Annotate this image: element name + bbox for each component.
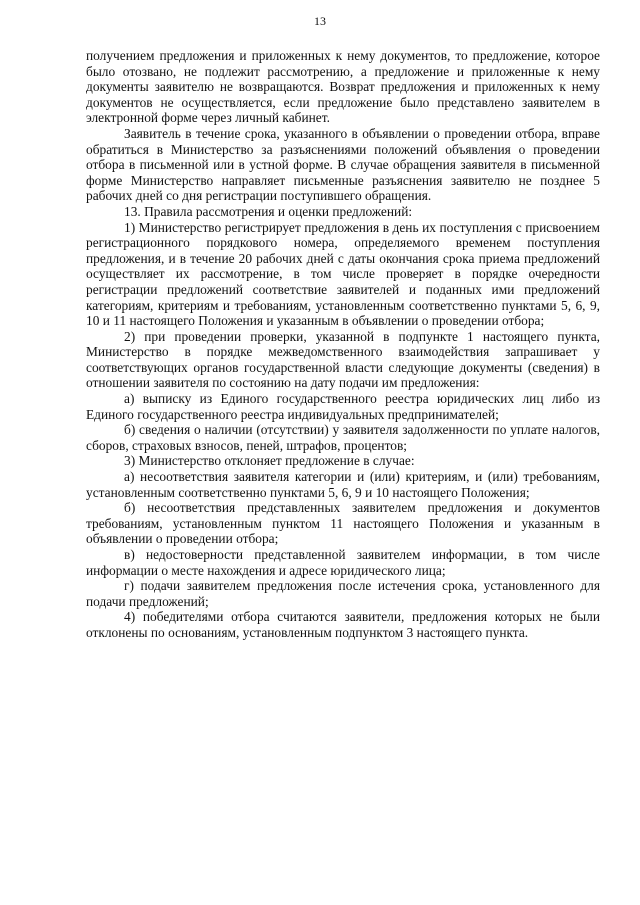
paragraph-section-13-heading: 13. Правила рассмотрения и оценки предложений: [124, 203, 413, 219]
paragraph-clarifications: Заявитель в течение срока, указанного в объявлении о проведении отбора, вправе обратиться в Министерство за разъяснениями положений объявления о проведении отбора в письменной или в устной форме. В случае обращения заявителя в письменной форме Министерство направляет письменные разъяснения заявителю не позднее 5 рабочих дней со дня регистрации поступившего обращения. [86, 125, 600, 204]
paragraph-item-2b-tax-debt: б) сведения о наличии (отсутствии) у заявителя задолженности по уплате налогов, сборов, страховых взносов, пеней, штрафов, процентов; [86, 422, 600, 453]
paragraph-item-3a-criteria-mismatch: а) несоответствия заявителя категории и (или) критериям, и (или) требованиям, установленным соответственно пунктами 5, 6, 9 и 10 настоящего Положения; [86, 469, 600, 500]
document-body [86, 48, 600, 641]
paragraph-item-3d-late-submission: г) подачи заявителем предложения после истечения срока, установленного для подачи предложений; [86, 578, 600, 609]
paragraph-item-4-winners: 4) победителями отбора считаются заявители, предложения которых не были отклонены по основаниям, установленным подпунктом 3 настоящего пункта. [86, 609, 600, 640]
paragraph-item-2a-registry-extract: а) выписку из Единого государственного реестра юридических лиц либо из Единого государственного реестра индивидуальных предпринимателей; [86, 391, 600, 422]
paragraph-proposal-withdrawal: получением предложения и приложенных к нему документов, то предложение, которое было отозвано, не подлежит рассмотрению, а предложение и приложенные к нему документы заявителю не возвращаются. Возврат предложения и приложенных к нему документов не осуществляется, если предложение было представлено заявителем в электронной форме через личный кабинет. [86, 48, 600, 126]
paragraph-item-3-rejection: 3) Министерство отклоняет предложение в случае: [124, 453, 415, 469]
paragraph-item-3b-documents-mismatch: б) несоответствия представленных заявителем предложения и документов требованиям, установленным пунктом 11 настоящего Положения и указанным в объявлении о проведении отбора; [86, 500, 600, 547]
page-number: 13 [314, 14, 326, 28]
paragraph-item-3c-false-information: в) недостоверности представленной заявителем информации, в том числе информации о месте нахождения и адресе юридического лица; [86, 547, 600, 578]
paragraph-item-2-interagency-request: 2) при проведении проверки, указанной в подпункте 1 настоящего пункта, Министерство в порядке межведомственного взаимодействия запрашивает у соответствующих органов государственной власти следующие документы (сведения) в отношении заявителя по состоянию на дату подачи им предложения: [86, 328, 600, 391]
paragraph-item-1-registration: 1) Министерство регистрирует предложения в день их поступления с присвоением регистрационного порядкового номера, определяемого временем поступления предложения, и в течение 20 рабочих дней с даты окончания срока приема предложений осуществляет их рассмотрение, в том числе проверяет в порядке очередности регистрации предложений соответствие заявителей и поданных ими предложений категориям, критериям и требованиям, установленным соответственно пунктами 5, 6, 9, 10 и 11 настоящего Положения и указанным в объявлении о проведении отбора; [86, 219, 600, 329]
